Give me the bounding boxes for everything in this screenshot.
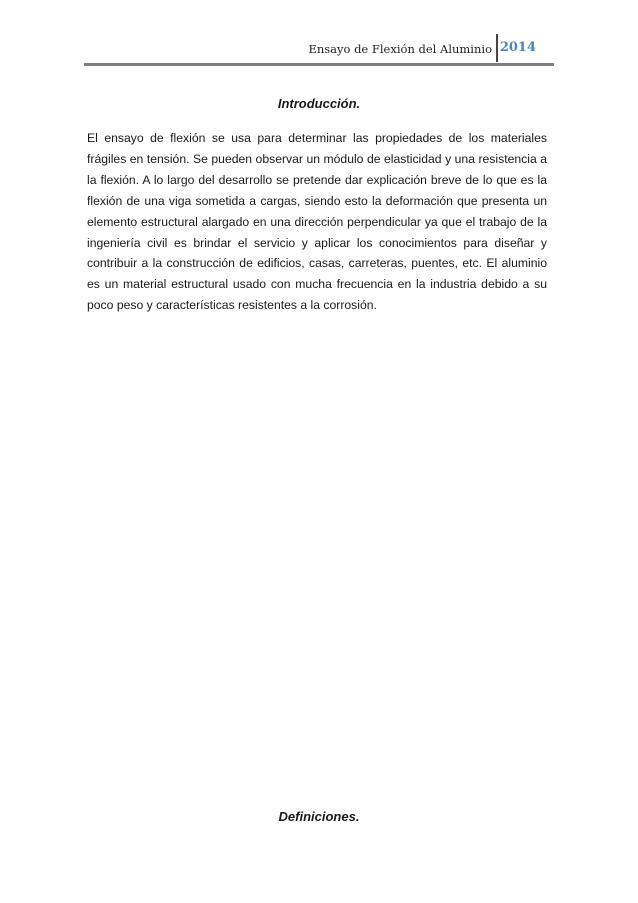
header-divider (496, 34, 498, 62)
header-title: Ensayo de Flexión del Aluminio (308, 42, 492, 56)
intro-heading: Introducción. (277, 96, 361, 111)
header-year: 2014 (499, 40, 536, 55)
header-rule (84, 63, 554, 66)
definitions-heading: Definiciones. (278, 809, 360, 824)
intro-paragraph: El ensayo de flexión se usa para determinar las propiedades de los materiales frágiles en tensión. Se pueden observar un módulo de elasticidad y una resistencia a la flexión. A lo largo del desarrollo se pretende dar explicación breve de lo que es la flexión de una viga sometida a cargas, siendo esto la deformación que presenta un elemento estructural alargado en una dirección perpendicular ya que el trabajo de la ingeniería civil es brindar el servicio y aplicar los conocimientos para diseñar y contribuir a la construcción de edificios, casas, carreteras, puentes, etc. El aluminio es un material estructural usado con mucha frecuencia en la industria debido a su poco peso y características resistentes a la corrosión. (87, 131, 547, 313)
page-header (84, 34, 554, 62)
